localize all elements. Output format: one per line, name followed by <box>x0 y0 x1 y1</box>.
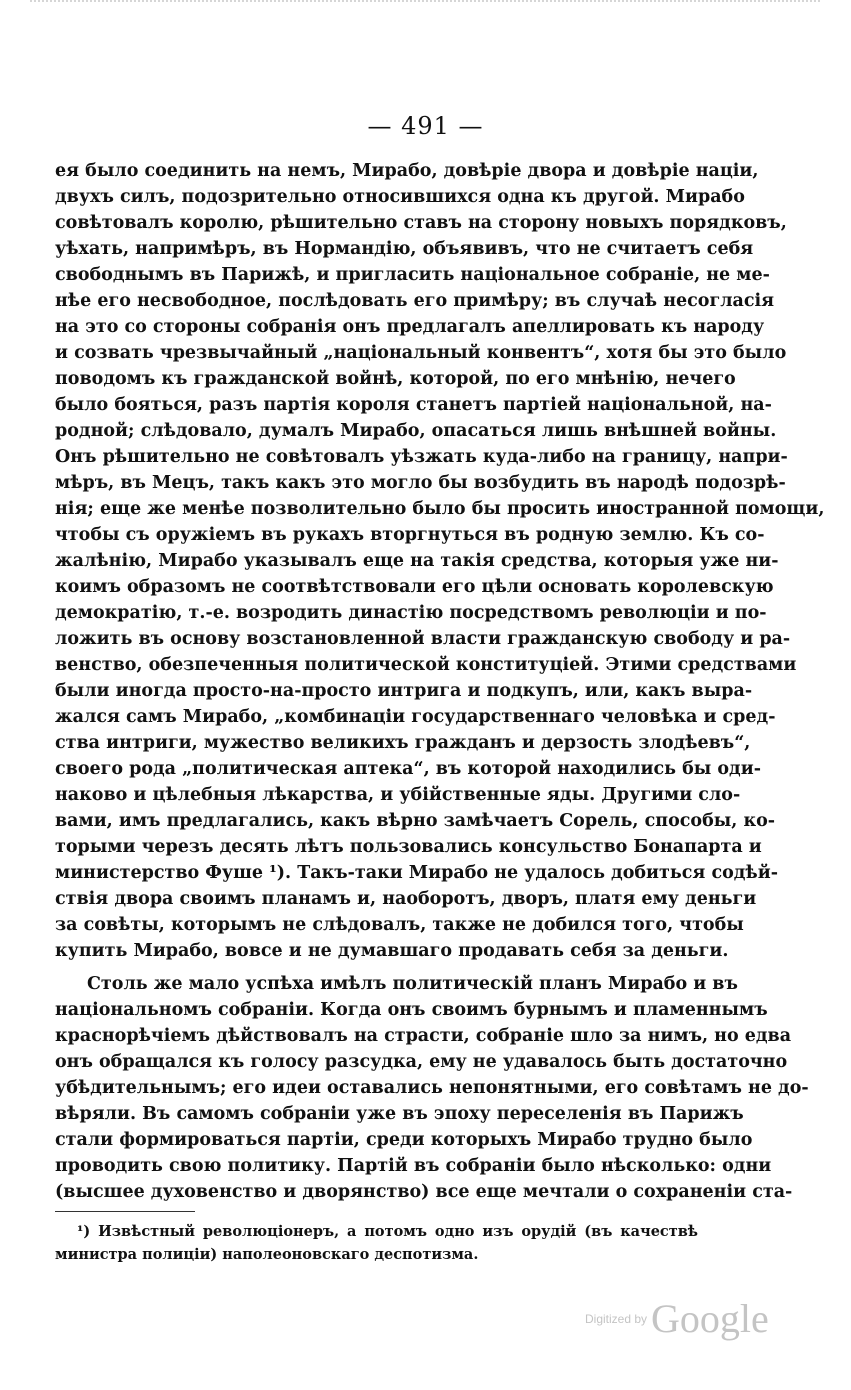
text-line: національномъ собраніи. Когда онъ своимъ бурнымъ и пламеннымъ <box>55 1000 768 1020</box>
text-line: Столь же мало успѣха имѣлъ политическій планъ Мирабо и въ <box>87 974 738 994</box>
text-line: на это со стороны собранія онъ предлагалъ апеллировать къ народу <box>55 317 765 337</box>
text-line: министерство Фуше ¹). Такъ-таки Мирабо не удалось добиться содѣй- <box>55 863 778 883</box>
text-line: убѣдительнымъ; его идеи оставались непонятными, его совѣтамъ не до- <box>55 1078 809 1098</box>
text-line: родной; слѣдовало, думалъ Мирабо, опасаться лишь внѣшней войны. <box>55 421 777 441</box>
text-line: жалѣнію, Мирабо указывалъ еще на такія средства, которыя уже ни- <box>55 551 779 571</box>
text-line: двухъ силъ, подозрительно относившихся одна къ другой. Мирабо <box>55 187 745 207</box>
digitization-watermark <box>585 1295 769 1345</box>
text-line: венство, обезпеченныя политической конституціей. Этими средствами <box>55 655 797 675</box>
text-line: ея было соединить на немъ, Мирабо, довѣріе двора и довѣріе націи, <box>55 161 759 181</box>
text-line: мѣръ, въ Мецъ, такъ какъ это могло бы возбудить въ народѣ подозрѣ- <box>55 473 786 493</box>
text-line: совѣтовалъ королю, рѣшительно ставъ на сторону новыхъ порядковъ, <box>55 213 787 233</box>
text-line: ства интриги, мужество великихъ гражданъ и дерзость злодѣевъ“, <box>55 733 751 753</box>
text-line: нія; еще же менѣе позволительно было бы просить иностранной помощи, <box>55 499 825 519</box>
text-line: проводить свою политику. Партій въ собраніи было нѣсколько: одни <box>55 1156 772 1176</box>
watermark-prefix: Digitized by <box>585 1311 648 1326</box>
text-line: чтобы съ оружіемъ въ рукахъ вторгнуться въ родную землю. Къ со- <box>55 525 765 545</box>
text-line: коимъ образомъ не соотвѣтствовали его цѣли основать королевскую <box>55 577 774 597</box>
text-line: демократію, т.-е. возродить династію посредствомъ революціи и по- <box>55 603 767 623</box>
text-line: стали формироваться партіи, среди которыхъ Мирабо трудно было <box>55 1130 753 1150</box>
text-line: было бояться, разъ партія короля станетъ партіей національной, на- <box>55 395 772 415</box>
page-number: — 491 — <box>367 112 484 140</box>
text-line: Онъ рѣшительно не совѣтовалъ уѣзжать куда-либо на границу, напри- <box>55 447 788 467</box>
text-line: онъ обращался къ голосу разсудка, ему не удавалось быть достаточно <box>55 1052 788 1072</box>
page-body <box>55 158 825 1266</box>
scan-top-edge <box>30 0 820 8</box>
text-line: краснорѣчіемъ дѣйствовалъ на страсти, собраніе шло за нимъ, но едва <box>55 1026 792 1046</box>
text-line: и созвать чрезвычайный „національный конвентъ“, хотя бы это было <box>55 343 787 363</box>
google-logo: Google <box>651 1296 769 1341</box>
footnote-separator <box>55 1211 195 1212</box>
text-line: ствія двора своимъ планамъ и, наоборотъ, дворъ, платя ему деньги <box>55 889 757 909</box>
text-line: своего рода „политическая аптека“, въ которой находились бы оди- <box>55 759 761 779</box>
text-line: наково и цѣлебныя лѣкарства, и убійственные яды. Другими сло- <box>55 785 741 805</box>
text-line: вами, имъ предлагались, какъ вѣрно замѣчаетъ Сорель, способы, ко- <box>55 811 776 831</box>
text-line: уѣхать, напримѣръ, въ Нормандію, объявивъ, что не считаетъ себя <box>55 239 754 259</box>
text-line: нѣе его несвободное, послѣдовать его примѣру; въ случаѣ несогласія <box>55 291 775 311</box>
text-line: торыми черезъ десять лѣтъ пользовались консульство Бонапарта и <box>55 837 762 857</box>
text-line: за совѣты, которымъ не слѣдовалъ, также не добился того, чтобы <box>55 915 744 935</box>
footnote-line: ¹) Извѣстный революціонеръ, а потомъ одно изъ орудій (въ качествѣ <box>77 1223 698 1240</box>
text-line: поводомъ къ гражданской войнѣ, которой, по его мнѣнію, нечего <box>55 369 736 389</box>
text-line: жался самъ Мирабо, „комбинаціи государственнаго человѣка и сред- <box>55 707 776 727</box>
text-line: свободнымъ въ Парижѣ, и пригласить національное собраніе, не ме- <box>55 265 770 285</box>
text-line: ложить въ основу возстановленной власти гражданскую свободу и ра- <box>55 629 791 649</box>
text-line: купить Мирабо, вовсе и не думавшаго продавать себя за деньги. <box>55 941 729 961</box>
text-line: были иногда просто-на-просто интрига и подкупъ, или, какъ выра- <box>55 681 753 701</box>
text-line: вѣряли. Въ самомъ собраніи уже въ эпоху переселенія въ Парижъ <box>55 1104 744 1124</box>
text-line: (высшее духовенство и дворянство) все еще мечтали о сохраненіи ста- <box>55 1182 793 1202</box>
footnote-line: министра полиціи) наполеоновскаго деспотизма. <box>55 1246 479 1263</box>
